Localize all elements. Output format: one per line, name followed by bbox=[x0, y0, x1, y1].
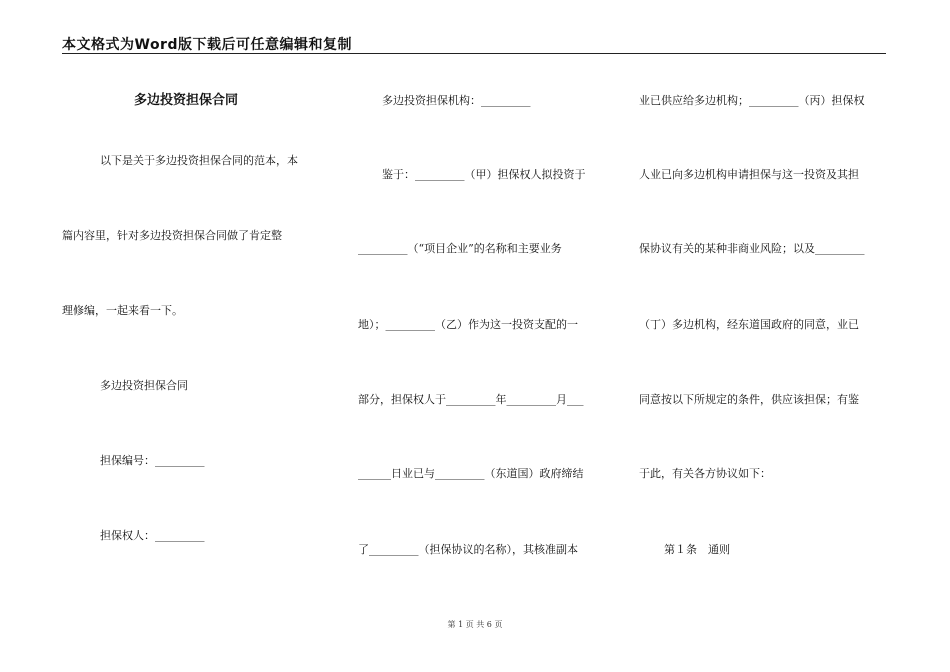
body-line: 业已供应给多边机构；_________（丙）担保权 bbox=[639, 94, 865, 107]
body-line: ______日业已与_________（东道国）政府缔结 bbox=[358, 467, 584, 480]
body-line: 保协议有关的某种非商业风险；以及_________ bbox=[639, 242, 865, 255]
page-number: 第 1 页 共 6 页 bbox=[447, 620, 503, 629]
body-line: 人业已向多边机构申请担保与这一投资及其担 bbox=[639, 168, 859, 181]
body-line: 以下是关于多边投资担保合同的范本，本 bbox=[100, 154, 298, 167]
body-line: 多边投资担保机构：_________ bbox=[382, 94, 531, 107]
body-line: 多边投资担保合同 bbox=[100, 379, 188, 392]
body-line: 理修编，一起来看一下。 bbox=[62, 304, 183, 317]
section-heading: 第１条 通则 bbox=[664, 543, 730, 556]
document-header: 本文格式为Word版下载后可任意编辑和复制 bbox=[62, 37, 352, 53]
document-title: 多边投资担保合同 bbox=[134, 93, 239, 108]
body-line: 了_________（担保协议的名称），其核准副本 bbox=[358, 543, 578, 556]
header-divider bbox=[62, 53, 886, 54]
body-line: 鉴于：_________（甲）担保权人拟投资于 bbox=[382, 168, 586, 181]
body-line: 部分，担保权人于_________年_________月___ bbox=[358, 393, 584, 406]
body-line: 地）；_________（乙）作为这一投资支配的一 bbox=[358, 318, 578, 331]
body-line: 担保权人：_________ bbox=[100, 529, 205, 542]
body-line: （丁）多边机构，经东道国政府的同意，业已 bbox=[639, 318, 859, 331]
body-line: 于此，有关各方协议如下： bbox=[639, 467, 771, 480]
body-line: 篇内容里，针对多边投资担保合同做了肯定整 bbox=[62, 229, 282, 242]
body-line: 担保编号：_________ bbox=[100, 454, 205, 467]
body-line: 同意按以下所规定的条件，供应该担保；有鉴 bbox=[639, 393, 859, 406]
body-line: _________（“项目企业”的名称和主要业务 bbox=[358, 242, 562, 255]
